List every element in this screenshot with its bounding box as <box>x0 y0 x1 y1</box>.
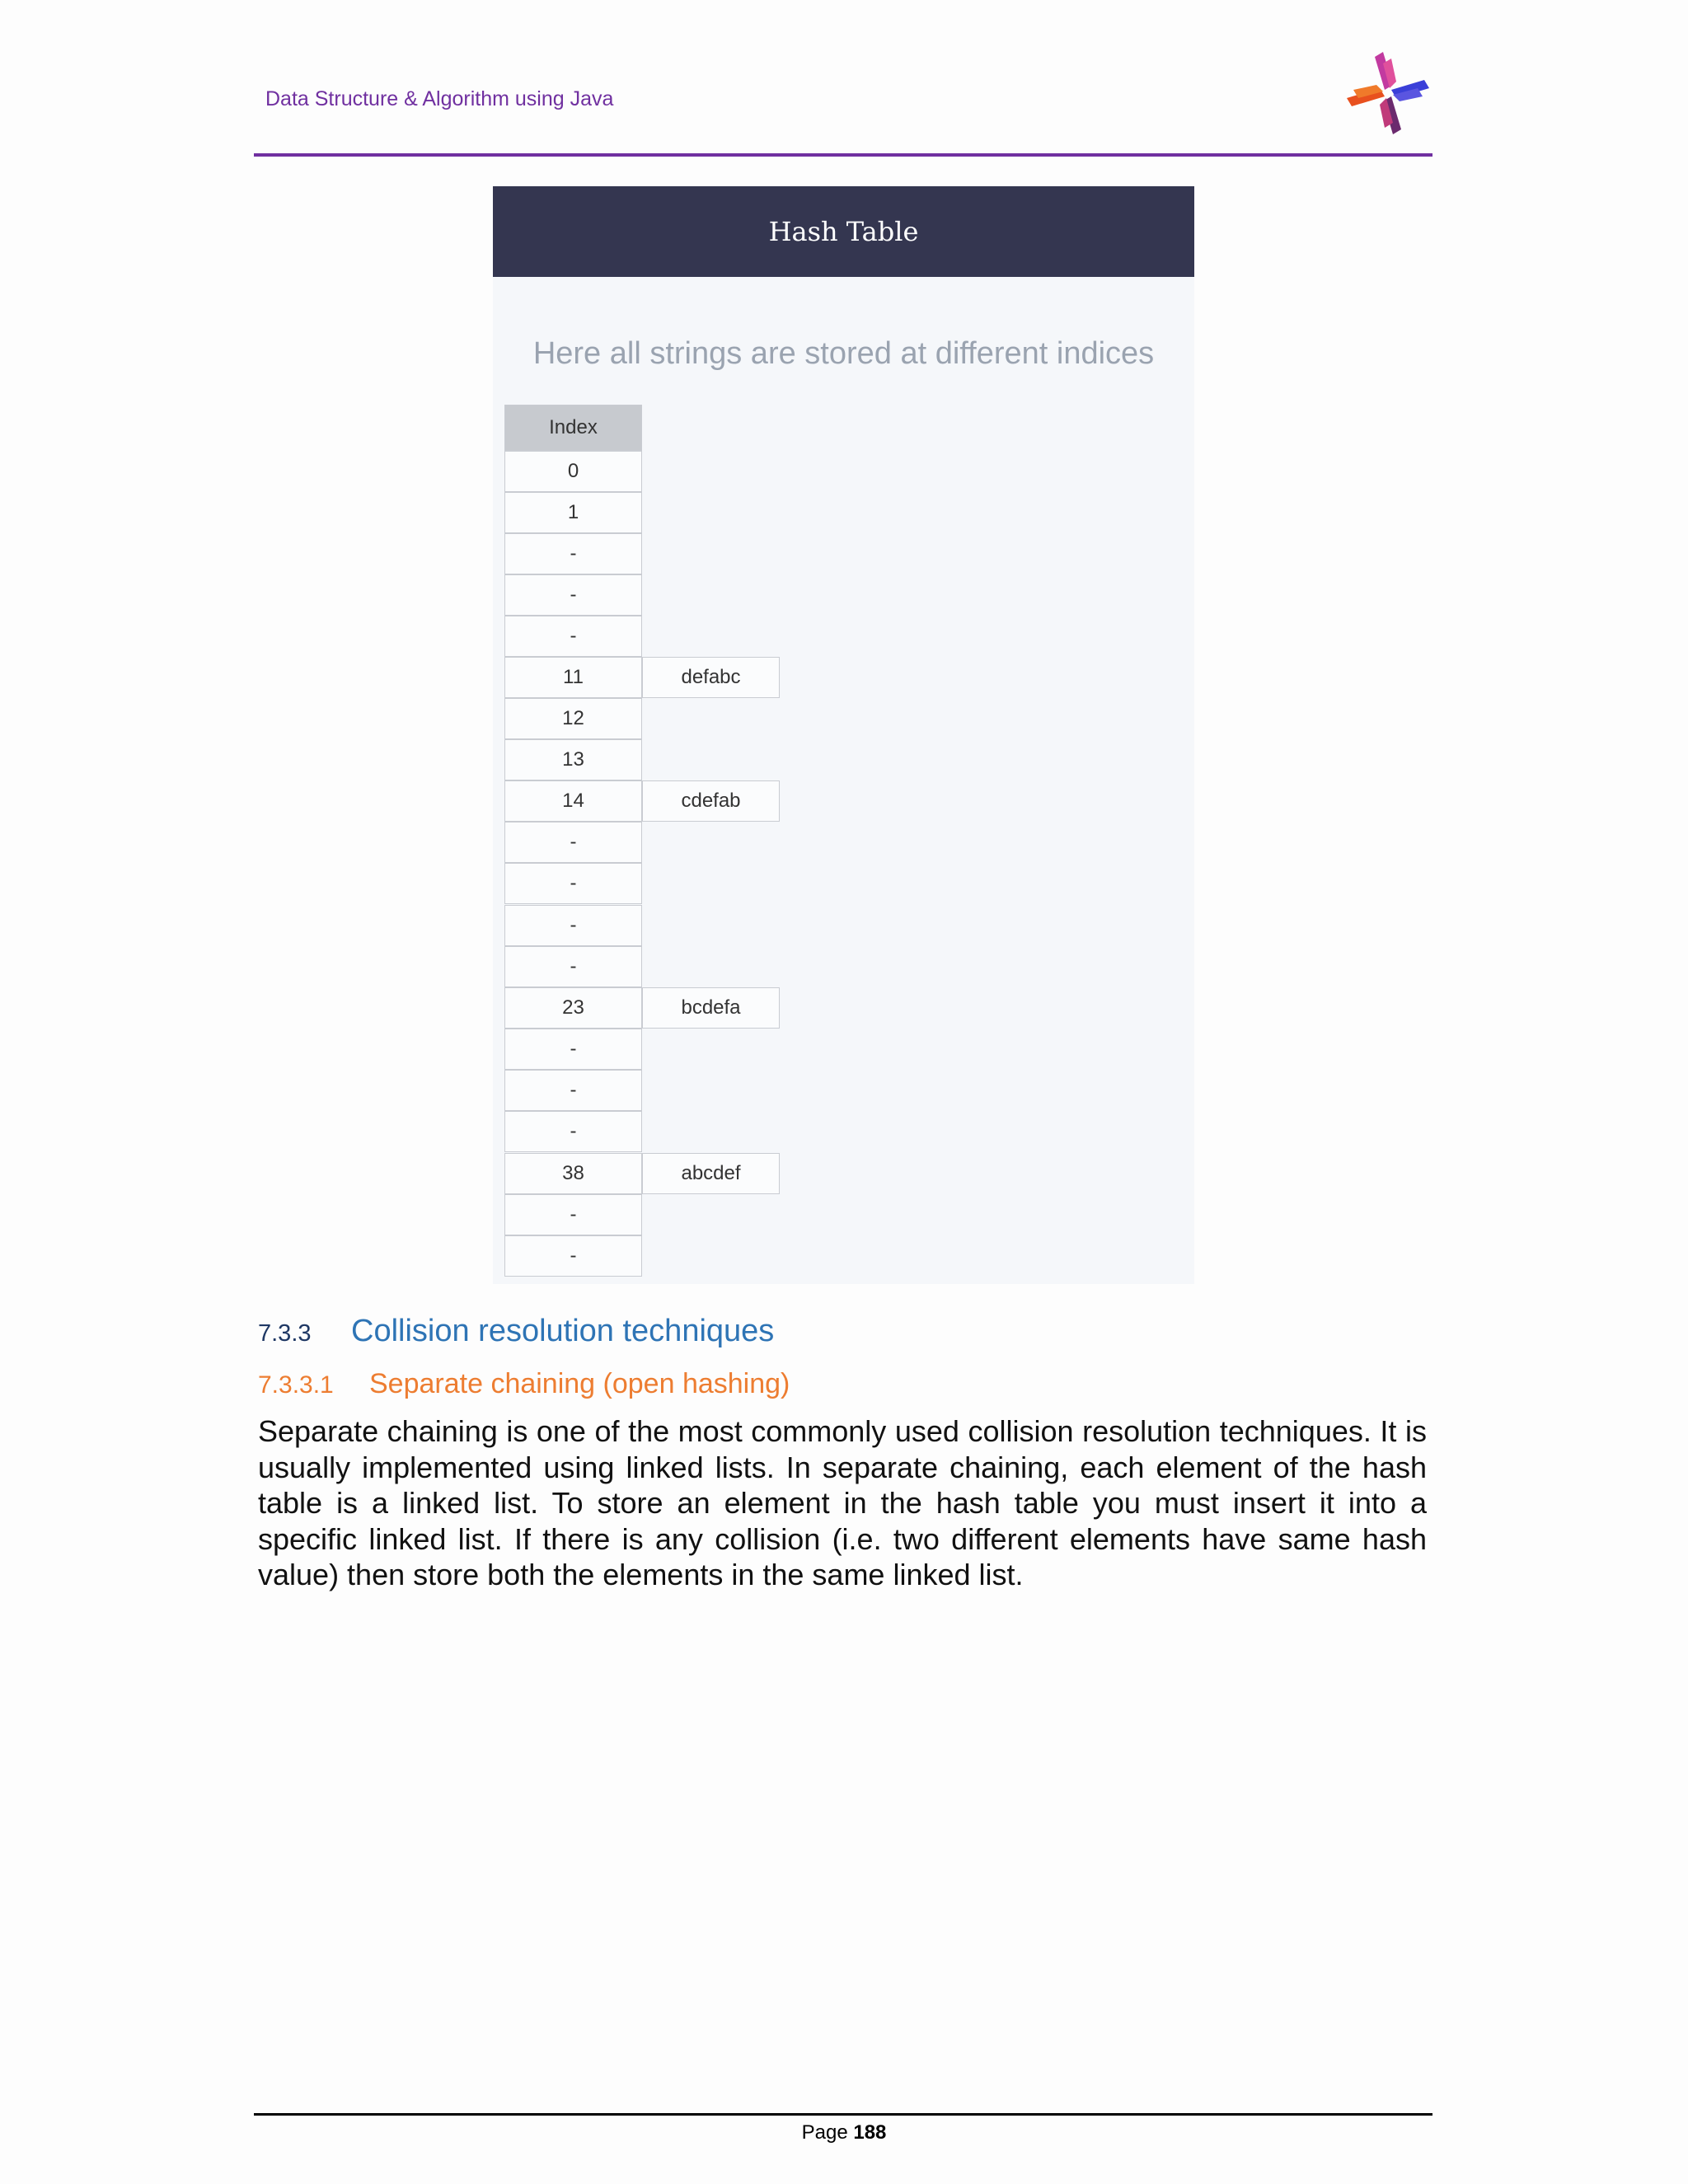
index-cell: 12 <box>504 698 642 739</box>
subsection-number: 7.3.3.1 <box>258 1371 334 1399</box>
document-header-title: Data Structure & Algorithm using Java <box>265 87 614 110</box>
index-cell: - <box>504 822 642 863</box>
index-cell: - <box>504 1194 642 1235</box>
index-cell: 13 <box>504 739 642 780</box>
index-cell: - <box>504 946 642 987</box>
index-cell: - <box>504 574 642 616</box>
figure-caption: Here all strings are stored at different indices <box>532 336 1155 371</box>
value-cell: cdefab <box>642 780 780 822</box>
body-paragraph: Separate chaining is one of the most commonly used collision resolution techniques. It is usually implemented using linked lists. In separate chaining, each element of the hash table is a linked list. To store an element in the hash table you must insert it into a specific linked list. If there is any collision (i.e. two different elements have same hash value) then store both the elements in the same linked list. <box>258 1414 1427 1591</box>
index-cell: - <box>504 1111 642 1152</box>
section-title: Collision resolution techniques <box>351 1314 775 1348</box>
subsection-title: Separate chaining (open hashing) <box>369 1368 790 1399</box>
index-cell: - <box>504 863 642 904</box>
page-number: 188 <box>853 2121 887 2144</box>
index-cell: 14 <box>504 780 642 822</box>
index-cell: - <box>504 616 642 657</box>
index-cell: - <box>504 1070 642 1111</box>
value-cell: bcdefa <box>642 987 780 1029</box>
figure-title: Hash Table <box>768 216 919 247</box>
header-divider <box>254 153 1432 157</box>
index-cell: 0 <box>504 451 642 492</box>
index-cell: 11 <box>504 657 642 698</box>
section-number: 7.3.3 <box>258 1320 312 1347</box>
page-footer <box>0 2121 1688 2144</box>
value-cell: defabc <box>642 657 780 698</box>
publisher-logo-icon <box>1342 49 1434 137</box>
value-cell: abcdef <box>642 1153 780 1194</box>
index-cell: - <box>504 1235 642 1277</box>
index-cell: - <box>504 533 642 574</box>
index-cell: - <box>504 905 642 946</box>
hash-table-figure <box>493 186 1194 1284</box>
subsection-heading <box>258 1368 790 1400</box>
footer-divider <box>254 2113 1432 2116</box>
index-cell: - <box>504 1029 642 1070</box>
index-column-header: Index <box>504 405 642 451</box>
index-cell: 23 <box>504 987 642 1029</box>
section-heading <box>258 1314 774 1349</box>
figure-header-bar <box>493 186 1194 277</box>
index-cell: 38 <box>504 1153 642 1194</box>
page-label: Page <box>801 2121 848 2144</box>
index-cell: 1 <box>504 492 642 533</box>
